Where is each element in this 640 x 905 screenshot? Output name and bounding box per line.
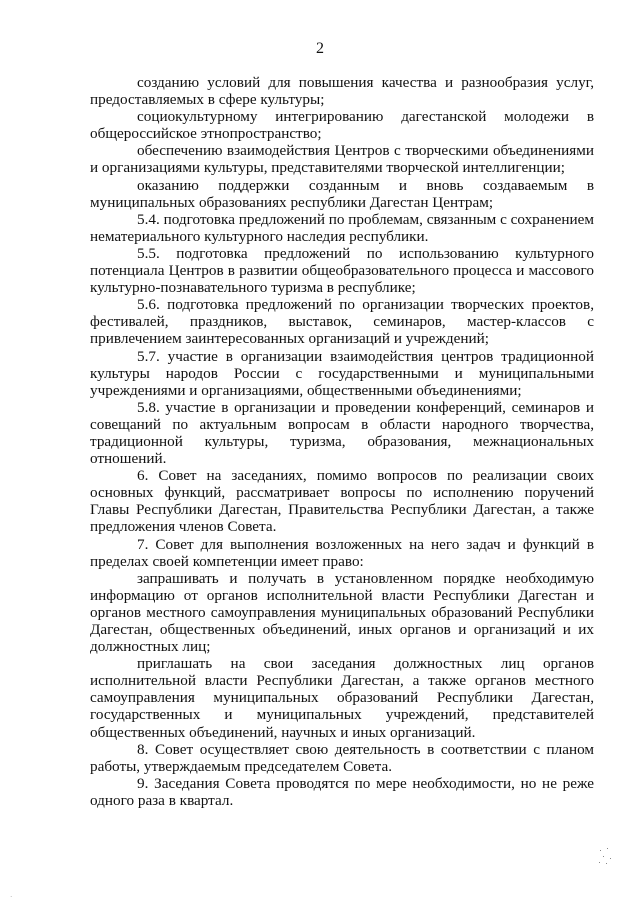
paragraph: приглашать на свои заседания должностных лиц органов исполнительной власти Республики Дагестан, а также органов местного самоуправления муниципальных образований Республики Дагестан, государственных и муниципальных учреждений, представителей общественных объединений, научных и иных организаций. [90,655,594,741]
page-number: 2 [316,40,324,57]
paragraph: 5.8. участие в организации и проведении конференций, семинаров и совещаний по актуальным вопросам в области народного творчества, традиционной культуры, туризма, образования, межнациональных отношений. [90,398,594,468]
paragraph: 8. Совет осуществляет свою деятельность в соответствии с планом работы, утверждаемым председателем Совета. [90,740,594,775]
paragraph: социокультурному интегрированию дагестанской молодежи в общероссийское этнопространство; [90,108,594,143]
document-body [90,74,594,809]
paragraph: 5.7. участие в организации взаимодействия центров традиционной культуры народов России с государственными и муниципальными учреждениями и организациями, общественными объединениями; [90,347,594,399]
paragraph: 5.6. подготовка предложений по организации творческих проектов, фестивалей, праздников, выставок, семинаров, мастер-классов с привлечением заинтересованных организаций и учреждений; [90,296,594,348]
scan-speck-marks [598,847,612,865]
scan-corner-mark: · [10,893,13,901]
paragraph: обеспечению взаимодействия Центров с творческими объединениями и организациями культуры, представителями творческой интеллигенции; [90,142,594,177]
paragraph: 5.5. подготовка предложений по использованию культурного потенциала Центров в развитии общеобразовательного процесса и массового культурно-познавательного туризма в республике; [90,244,594,297]
paragraph: оказанию поддержки созданным и вновь создаваемым в муниципальных образованиях республики Дагестан Центрам; [90,176,594,211]
paragraph: 6. Совет на заседаниях, помимо вопросов по реализации своих основных функций, рассматривает вопросы по исполнению поручений Главы Республики Дагестан, Правительства Республики Дагестан, а также предложения членов Совета. [90,467,594,536]
paragraph: 7. Совет для выполнения возложенных на него задач и функций в пределах своей компетенции имеет право: [90,535,594,570]
paragraph: 5.4. подготовка предложений по проблемам, связанным с сохранением нематериального культурного наследия республики. [90,210,594,245]
paragraph: запрашивать и получать в установленном порядке необходимую информацию от органов исполнительной власти Республики Дагестан и органов местного самоуправления муниципальных образований Республики Дагестан, общественных объединений, иных органов и организаций и их должностных лиц; [90,569,594,656]
paragraph: созданию условий для повышения качества и разнообразия услуг, предоставляемых в сфере культуры; [90,74,594,109]
paragraph: 9. Заседания Совета проводятся по мере необходимости, но не реже одного раза в квартал. [90,774,594,809]
